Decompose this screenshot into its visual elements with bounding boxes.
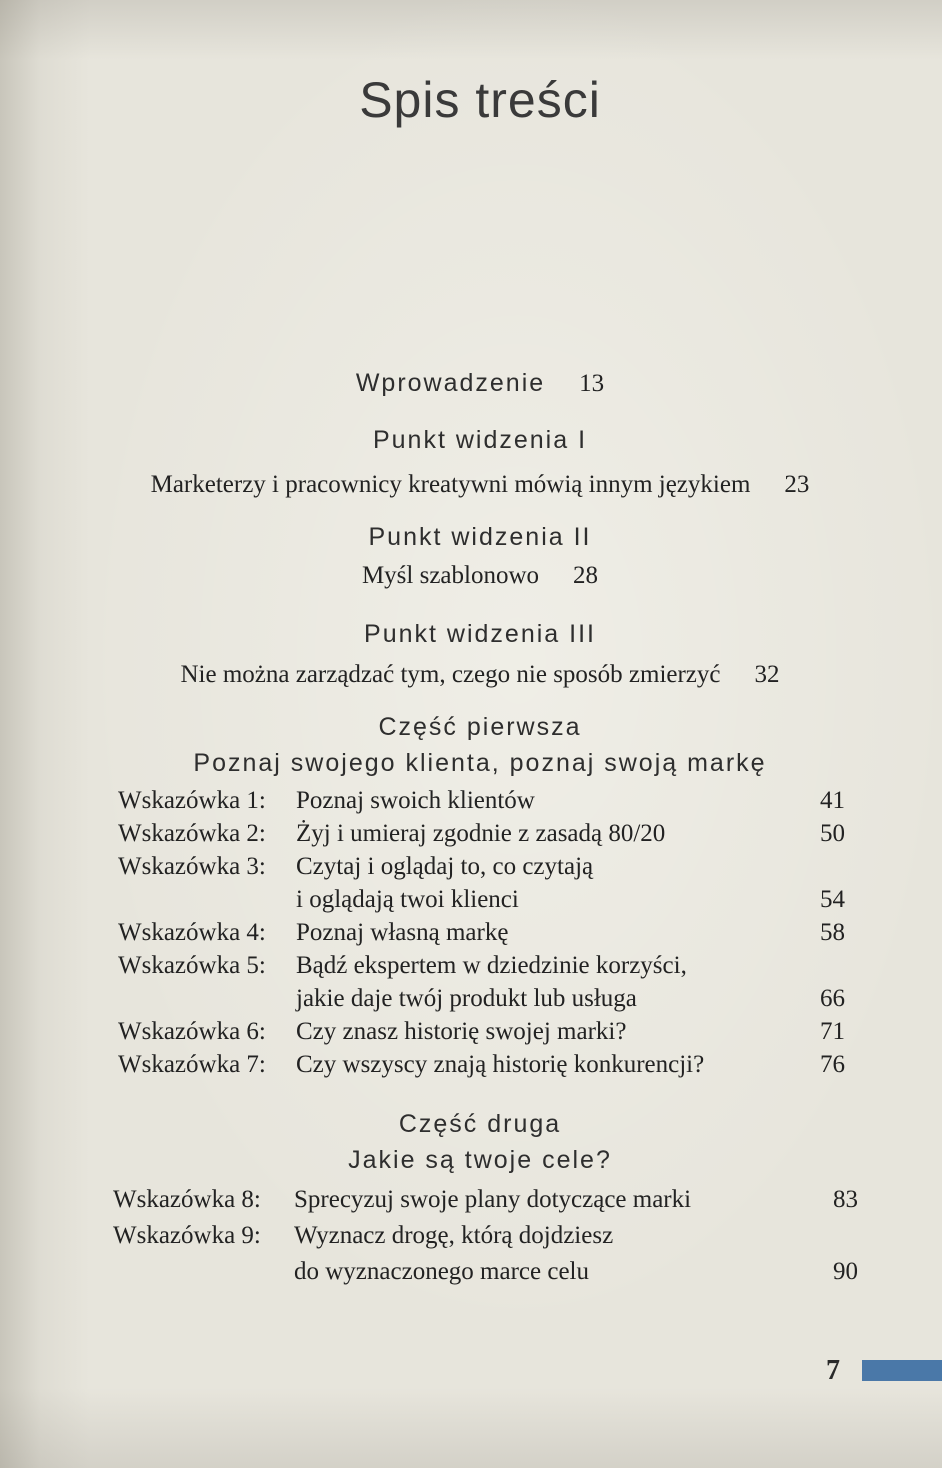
viewpoint-heading: Punkt widzenia II bbox=[368, 523, 592, 551]
tip-label: Wskazówka 3: bbox=[118, 853, 266, 880]
tip-title-line: Czy wszyscy znają historię konkurencji? bbox=[296, 1051, 705, 1078]
tip-page: 58 bbox=[820, 919, 845, 946]
viewpoint-title: Marketerzy i pracownicy kreatywni mówią innym językiem bbox=[150, 471, 751, 498]
tip-page: 76 bbox=[820, 1051, 845, 1078]
tips-list bbox=[113, 1182, 858, 1290]
tip-title bbox=[296, 817, 815, 850]
tip-title bbox=[296, 1048, 815, 1081]
tip-row bbox=[118, 850, 845, 916]
tip-label: Wskazówka 8: bbox=[113, 1186, 261, 1213]
tip-title-line: Czytaj i oglądaj to, co czytają bbox=[296, 853, 594, 880]
tip-row bbox=[113, 1218, 858, 1290]
toc-entry-viewpoint bbox=[18, 660, 942, 693]
tip-title bbox=[296, 850, 815, 916]
page-title: Spis treści bbox=[359, 72, 601, 128]
viewpoint-heading: Punkt widzenia I bbox=[372, 426, 588, 454]
tip-title-line: Sprecyzuj swoje plany dotyczące marki bbox=[294, 1186, 692, 1213]
tip-row bbox=[118, 1048, 845, 1081]
tip-page: 54 bbox=[820, 886, 845, 913]
tip-title bbox=[296, 1015, 815, 1048]
tip-label: Wskazówka 4: bbox=[118, 919, 266, 946]
tip-row bbox=[118, 1015, 845, 1048]
tip-title bbox=[296, 784, 815, 817]
intro-page: 13 bbox=[579, 370, 605, 397]
tip-title-line: Poznaj swoich klientów bbox=[296, 787, 535, 814]
tip-title bbox=[294, 1218, 828, 1290]
tip-title-line: Bądź ekspertem w dziedzinie korzyści, bbox=[296, 952, 687, 979]
viewpoint-page: 32 bbox=[754, 661, 780, 688]
tip-page: 71 bbox=[820, 1018, 845, 1045]
tip-title bbox=[294, 1182, 828, 1218]
toc-entry-intro bbox=[18, 368, 942, 402]
tips-list bbox=[118, 784, 845, 1081]
tip-label: Wskazówka 6: bbox=[118, 1018, 266, 1045]
tip-title bbox=[296, 949, 815, 1015]
toc-entry-viewpoint bbox=[18, 561, 942, 594]
tip-title-line: jakie daje twój produkt lub usługa bbox=[296, 985, 637, 1012]
tip-label: Wskazówka 7: bbox=[118, 1051, 266, 1078]
page-accent-bar bbox=[862, 1360, 942, 1381]
tip-title bbox=[296, 916, 815, 949]
tip-row bbox=[118, 916, 845, 949]
tip-label: Wskazówka 5: bbox=[118, 952, 266, 979]
part-subtitle: Jakie są twoje cele? bbox=[348, 1146, 612, 1174]
tip-title-line: Żyj i umieraj zgodnie z zasadą 80/20 bbox=[296, 820, 666, 847]
tip-title-line: Czy znasz historię swojej marki? bbox=[296, 1018, 627, 1045]
tip-page: 83 bbox=[833, 1186, 858, 1213]
viewpoint-page: 28 bbox=[573, 562, 599, 589]
tip-row bbox=[118, 817, 845, 850]
tip-label: Wskazówka 2: bbox=[118, 820, 266, 847]
part-subtitle: Poznaj swojego klienta, poznaj swoją markę bbox=[193, 749, 767, 777]
viewpoint-page: 23 bbox=[784, 471, 810, 498]
toc-entry-viewpoint bbox=[18, 470, 942, 503]
part-heading: Część pierwsza bbox=[378, 713, 582, 741]
viewpoint-title: Nie można zarządzać tym, czego nie sposób zmierzyć bbox=[180, 661, 721, 688]
tip-title-line: do wyznaczonego marce celu bbox=[294, 1258, 589, 1285]
tip-row bbox=[113, 1182, 858, 1218]
tip-row bbox=[118, 949, 845, 1015]
viewpoint-title: Myśl szablonowo bbox=[361, 562, 540, 589]
part-heading: Część druga bbox=[398, 1110, 562, 1138]
tip-page: 50 bbox=[820, 820, 845, 847]
tip-page: 66 bbox=[820, 985, 845, 1012]
tip-row bbox=[118, 784, 845, 817]
tip-title-line: i oglądają twoi klienci bbox=[296, 886, 519, 913]
tip-page: 41 bbox=[820, 787, 845, 814]
tip-title-line: Wyznacz drogę, którą dojdziesz bbox=[294, 1222, 614, 1249]
tip-title-line: Poznaj własną markę bbox=[296, 919, 509, 946]
tip-label: Wskazówka 9: bbox=[113, 1222, 261, 1249]
tip-label: Wskazówka 1: bbox=[118, 787, 266, 814]
intro-label: Wprowadzenie bbox=[355, 369, 546, 397]
viewpoint-heading: Punkt widzenia III bbox=[364, 620, 596, 648]
page-number: 7 bbox=[826, 1355, 840, 1386]
tip-page: 90 bbox=[833, 1258, 858, 1285]
